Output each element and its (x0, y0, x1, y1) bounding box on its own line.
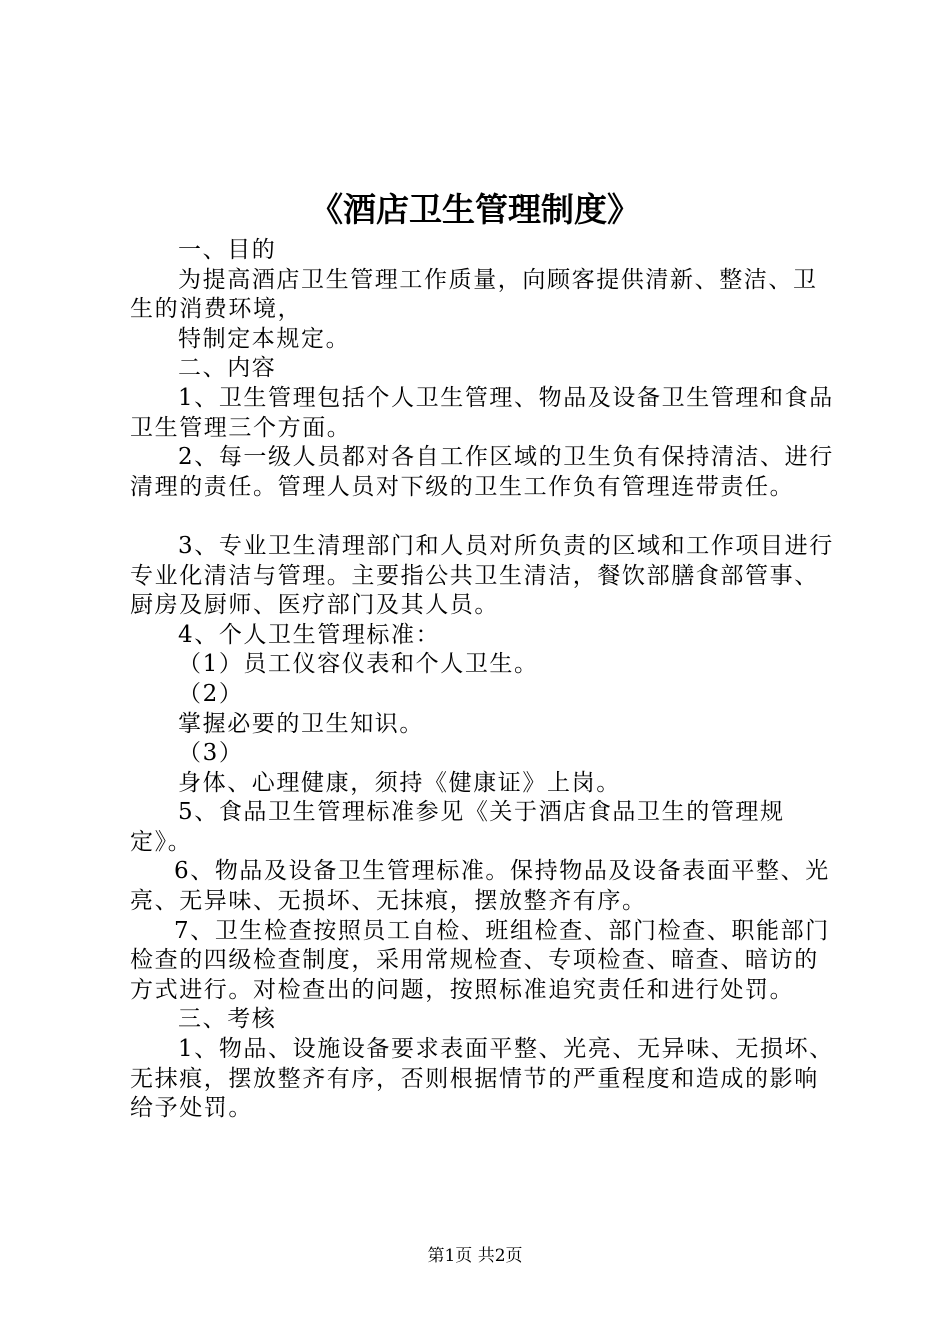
section-heading-assessment: 三、考核 (178, 1006, 277, 1033)
paragraph: 身体、心理健康，须持《健康证》上岗。 (178, 769, 621, 796)
paragraph: 2、每一级人员都对各自工作区域的卫生负有保持清洁、进行清理的责任。管理人员对下级的卫生工作负有管理连带责任。 (130, 444, 834, 500)
paragraph: 1、物品、设施设备要求表面平整、光亮、无异味、无损坏、无抹痕，摆放整齐有序，否则根据情节的严重程度和造成的影响给予处罚。 (130, 1036, 834, 1122)
section-heading-purpose: 一、目的 (178, 237, 277, 263)
paragraph: 为提高酒店卫生管理工作质量，向顾客提供清新、整洁、卫生的消费环境， (130, 266, 818, 323)
paragraph: 5、食品卫生管理标准参见《关于酒店食品卫生的管理规定》。 (130, 799, 785, 855)
document-body (130, 236, 838, 1124)
section-heading-content: 二、内容 (178, 355, 277, 382)
page-number-footer: 第1页 共2页 (427, 1246, 523, 1266)
list-item: （2） (178, 680, 244, 707)
paragraph: 6、物品及设备卫生管理标准。保持物品及设备表面平整、光亮、无异味、无损坏、无抹痕，摆放整齐有序。 (130, 858, 830, 915)
list-item: （3） (178, 740, 244, 767)
list-item: （1）员工仪容仪表和个人卫生。 (178, 651, 539, 678)
blank-line (130, 502, 838, 532)
paragraph: 7、卫生检查按照员工自检、班组检查、部门检查、职能部门检查的四级检查制度，采用常规检查、专项检查、暗查、暗访的方式进行。对检查出的问题，按照标准追究责任和进行处罚。 (130, 917, 830, 1003)
document-title: 《酒店卫生管理制度》 (310, 190, 640, 229)
paragraph: 3、专业卫生清理部门和人员对所负责的区域和工作项目进行专业化清洁与管理。主要指公共卫生清洁，餐饮部膳食部管事、厨房及厨师、医疗部门及其人员。 (130, 532, 834, 619)
paragraph: 特制定本规定。 (178, 325, 351, 352)
paragraph: 掌握必要的卫生知识。 (178, 710, 424, 737)
paragraph: 4、个人卫生管理标准： (178, 621, 441, 648)
paragraph: 1、卫生管理包括个人卫生管理、物品及设备卫生管理和食品卫生管理三个方面。 (130, 384, 834, 441)
